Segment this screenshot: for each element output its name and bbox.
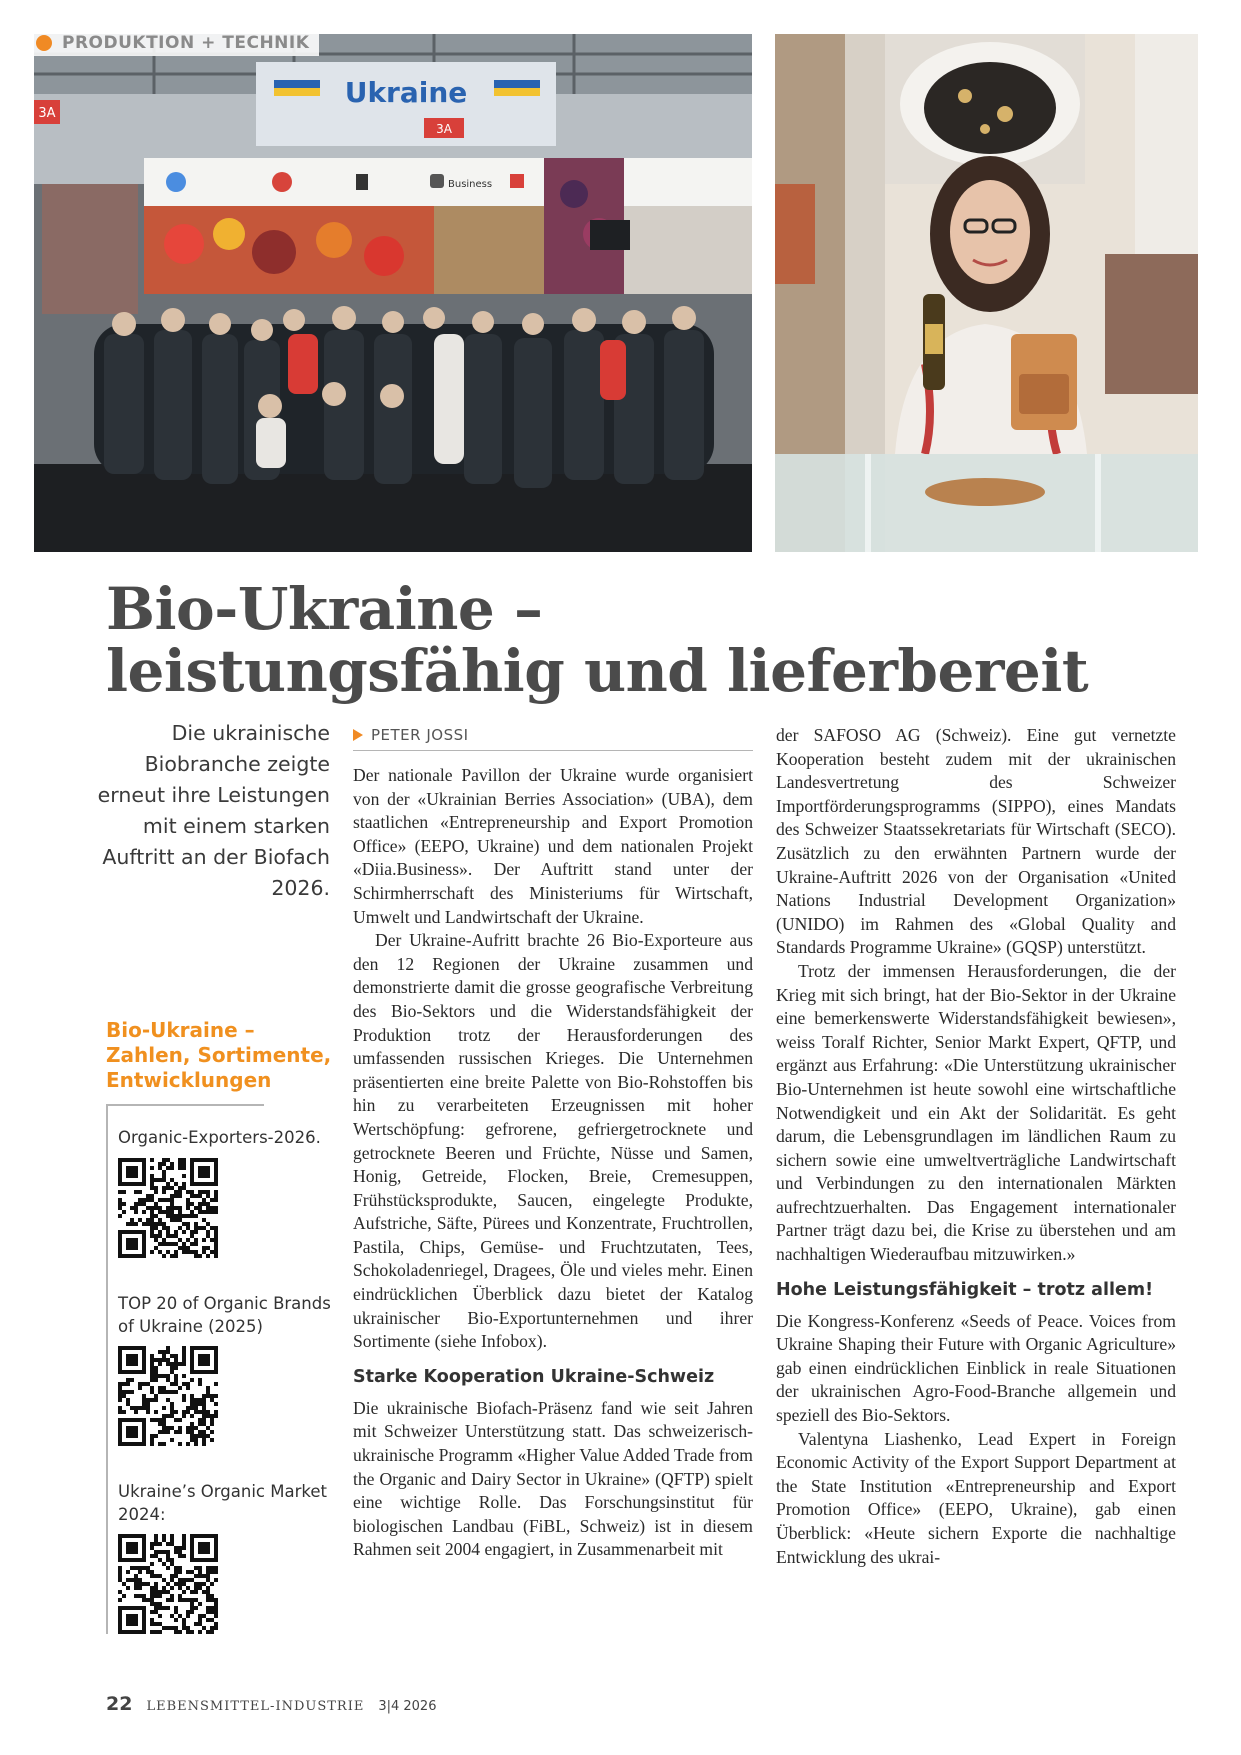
qr-label-organic-exporters: Organic-Exporters-2026.	[118, 1128, 321, 1147]
section-dot	[36, 35, 52, 51]
ukraine-sign-text: Ukraine	[344, 76, 468, 109]
photo-ukraine-pavilion-group	[34, 34, 752, 552]
infobox-title-line-2: Zahlen, Sortimente,	[106, 1043, 332, 1067]
issue-number: 3|4 2026	[378, 1699, 437, 1714]
title-line-1: Bio-Ukraine –	[106, 575, 543, 643]
qr-code-organic-market[interactable]	[118, 1534, 218, 1634]
subheading-cooperation: Starke Kooperation Ukraine-Schweiz	[353, 1366, 715, 1387]
infobox-title	[106, 1018, 336, 1093]
body-column-middle	[353, 764, 753, 1562]
qr-label-organic-market: Ukraine’s Organic Market 2024:	[118, 1482, 327, 1524]
byline-rule	[353, 750, 753, 751]
title-line-2: leistungsfähig und lieferbereit	[106, 637, 1089, 705]
hall-sign-center: 3A	[436, 122, 452, 136]
article-lead: Die ukrainische Biobranche zeigte erneut ihre Leistungen mit einem starken Auftritt an der Biofach 2026.	[97, 721, 330, 900]
group-photo-illustration	[34, 34, 752, 552]
infobox-title-line-3: Entwicklungen	[106, 1068, 272, 1092]
body-paragraph: Die Kongress-Konferenz «Seeds of Peace. Voices from Ukraine Shaping their Future with Organic Agriculture» gab einen eindrücklichen Einblick in reale Situationen der ukrainischen Agro-Food-Branche allgemein und speziell des Bio-Sektors.	[776, 1310, 1176, 1426]
qr-label-top20-brands: TOP 20 of Organic Brands of Ukraine (2025)	[118, 1294, 331, 1336]
section-label: PRODUKTION + TECHNIK	[62, 33, 310, 53]
body-paragraph: Der Ukraine-Aufritt brachte 26 Bio-Exporteure aus den 12 Regionen der Ukraine zusammen und demonstrierte damit die grosse geografische Verbreitung des Bio-Sektors und die Widerstandsfähigkeit der Produktion trotz der Herausforderungen des umfassenden russischen Krieges. Die Unternehmen präsentierten eine breite Palette von Bio-Rohstoffen bis hin zu verarbeiteten Erzeugnissen mit hoher Wertschöpfung: gefrorene, gefriergetrocknete und getrocknete Beeren und Früchte, Nüsse und Samen, Honig, Getreide, Flocken, Breie, Cremesuppen, Frühstücksprodukte, Saucen, eingelegte Produkte, Aufstriche, Säfte, Pürees und Konzentrate, Fruchtrollen, Pastila, Chips, Gemüse- und Fruchtzutaten, Tees, Schokoladenriegel, Dragees, Öle und vieles mehr. Einen eindrücklichen Überblick dazu bietet der Katalog ukrainischer Bio-Exportunternehmen und ihrer Sortimente (siehe Infobox).	[353, 930, 753, 1352]
magazine-name: LEBENSMITTEL-INDUSTRIE	[146, 1699, 365, 1714]
body-paragraph: Trotz der immensen Herausforderungen, die der Krieg mit sich bringt, hat der Bio-Sektor in der Ukraine eine bemerkenswerte Widerstandsfähigkeit bewiesen», weiss Toralf Richter, Senior Markt Expert, QFTP, und ergänzt aus Erfahrung: «Die Unterstützung ukrainischer Bio-Unternehmen ist heute sowohl eine wirtschaftliche Notwendigkeit und ein Akt der Solidarität. Es geht darum, die Lebensgrundlagen im ländlichen Raum zu sichern sowie eine umweltverträgliche Landwirtschaft und Verbindungen zu den internationalen Märkten aufrechtzuerhalten. Das Engagement internationaler Partner trägt dazu bei, die Krise zu überstehen und am nachhaltigen Wiederaufbau mitzuwirken.»	[776, 960, 1176, 1265]
section-tag	[34, 30, 319, 56]
exhibitor-photo-illustration	[775, 34, 1198, 552]
business-logo-text: Business	[448, 179, 493, 190]
article-title	[106, 575, 1126, 705]
body-paragraph: Valentyna Liashenko, Lead Expert in Foreign Economic Activity of the Export Support Department at the State Institution «Entrepreneurship and Export Promotion Office» (EEPO, Ukraine), gab einen Überblick: «Heute sichern Exporte die nachhaltige Entwicklung des ukrai-	[776, 1428, 1176, 1567]
body-paragraph: Die ukrainische Biofach-Präsenz fand wie seit Jahren mit Schweizer Unterstützung statt. Das schweizerisch-ukrainische Programm «Higher Value Added Trade from the Organic and Dairy Sector in Ukraine» (QFTP) spielt eine wichtige Rolle. Das Forschungsinstitut für biologischen Landbau (FiBL, Schweiz) ist in diesem Rahmen seit 2004 engagiert, in Zusammenarbeit mit	[353, 1397, 753, 1560]
qr-code-organic-exporters[interactable]	[118, 1158, 218, 1258]
photo-exhibitor-woman	[775, 34, 1198, 552]
page-number: 22	[106, 1693, 133, 1715]
subheading-performance: Hohe Leistungsfähigkeit – trotz allem!	[776, 1279, 1154, 1300]
body-paragraph: der SAFOSO AG (Schweiz). Eine gut vernetzte Kooperation besteht zudem mit der ukrainischen Landesvertretung des Schweizer Importförderungsprogramms (SIPPO), eines Mandats des Schweizer Staatssekretariats für Wirtschaft (SECO). Zusätzlich zu den erwähnten Partnern wurde der Ukraine-Auftritt 2026 von der Organisation «United Nations Industrial Development Organization» (UNIDO) im Rahmen des «Global Quality and Standards Programme Ukraine» (GQSP) unterstützt.	[776, 725, 1176, 958]
infobox-title-line-1: Bio-Ukraine –	[106, 1018, 255, 1042]
author-byline	[353, 726, 633, 744]
qr-code-top20-brands[interactable]	[118, 1346, 218, 1446]
body-paragraph: Der nationale Pavillon der Ukraine wurde organisiert von der «Ukrainian Berries Association» (UBA), dem staatlichen «Entrepreneurship and Export Promotion Office» (EEPO, Ukraine) und dem nationalen Projekt «Diia.Business». Der Auftritt stand unter der Schirmherrschaft des Ministeriums für Wirtschaft, Umwelt und Landwirtschaft der Ukraine.	[353, 765, 753, 927]
infobox-rule-top	[106, 1104, 264, 1106]
page-footer	[106, 1693, 436, 1715]
hall-sign-left: 3A	[38, 106, 56, 121]
byline-arrow-icon	[353, 729, 363, 741]
body-column-right	[776, 724, 1176, 1569]
infobox-rule-left	[106, 1104, 108, 1634]
author-name: PETER JOSSI	[371, 726, 469, 744]
